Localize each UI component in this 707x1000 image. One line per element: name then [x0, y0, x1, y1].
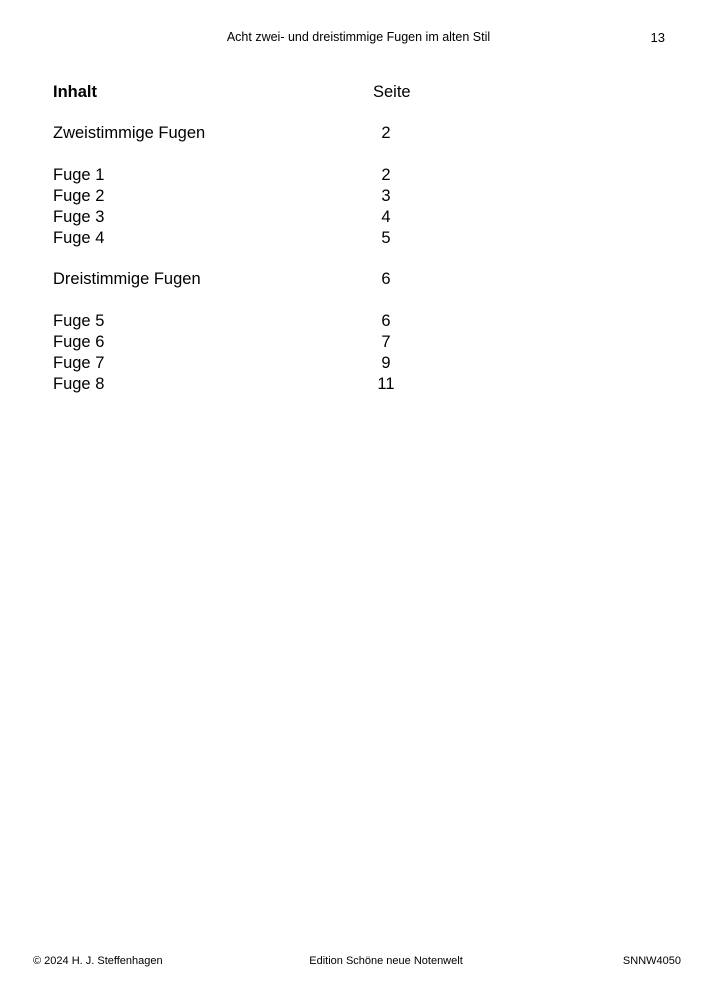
running-header — [0, 30, 707, 48]
page-footer — [0, 955, 707, 971]
toc-entry-label: Zweistimmige Fugen — [53, 124, 206, 142]
toc-entry-page: 2 — [381, 166, 391, 184]
toc-entry-page: 9 — [381, 354, 391, 372]
toc-entry-label: Fuge 5 — [53, 312, 105, 330]
page-number: 13 — [650, 30, 665, 45]
toc-entry — [53, 207, 473, 228]
running-title: Acht zwei- und dreistimmige Fugen im alten Stil — [226, 30, 491, 44]
footer-copyright: © 2024 H. J. Steffenhagen — [33, 955, 163, 967]
toc-page-column-label: Seite — [373, 83, 411, 101]
toc-entry-label: Fuge 7 — [53, 354, 105, 372]
toc-entry-page: 4 — [381, 208, 391, 226]
toc-entry-page: 11 — [377, 375, 395, 393]
toc-entry-label: Fuge 2 — [53, 187, 105, 205]
toc-entry-label: Fuge 6 — [53, 333, 105, 351]
toc-section-three-voice — [53, 269, 473, 290]
toc-entry-page: 3 — [381, 187, 391, 205]
toc-entry-label: Fuge 8 — [53, 375, 105, 393]
toc-entry — [53, 186, 473, 207]
toc-entry — [53, 311, 473, 332]
toc-entry — [53, 165, 473, 186]
toc-entry — [53, 353, 473, 374]
toc-entry-label: Fuge 3 — [53, 208, 105, 226]
footer-catalog-number: SNNW4050 — [622, 955, 681, 967]
toc-heading: Inhalt — [53, 83, 97, 101]
footer-publisher: Edition Schöne neue Notenwelt — [309, 955, 463, 967]
toc-entry — [53, 228, 473, 249]
toc-entry-page: 5 — [381, 229, 391, 247]
toc-entry-page: 2 — [381, 124, 391, 142]
toc-entry — [53, 332, 473, 353]
toc-entry-page: 7 — [381, 333, 391, 351]
toc-entry-label: Fuge 4 — [53, 229, 105, 247]
toc-entry-page: 6 — [381, 270, 391, 288]
toc-entry-label: Fuge 1 — [53, 166, 105, 184]
toc-entry-page: 6 — [381, 312, 391, 330]
toc-section-two-voice — [53, 123, 473, 144]
toc-heading-row — [53, 82, 473, 103]
toc-entry — [53, 374, 473, 395]
toc-entry-label: Dreistimmige Fugen — [53, 270, 201, 288]
